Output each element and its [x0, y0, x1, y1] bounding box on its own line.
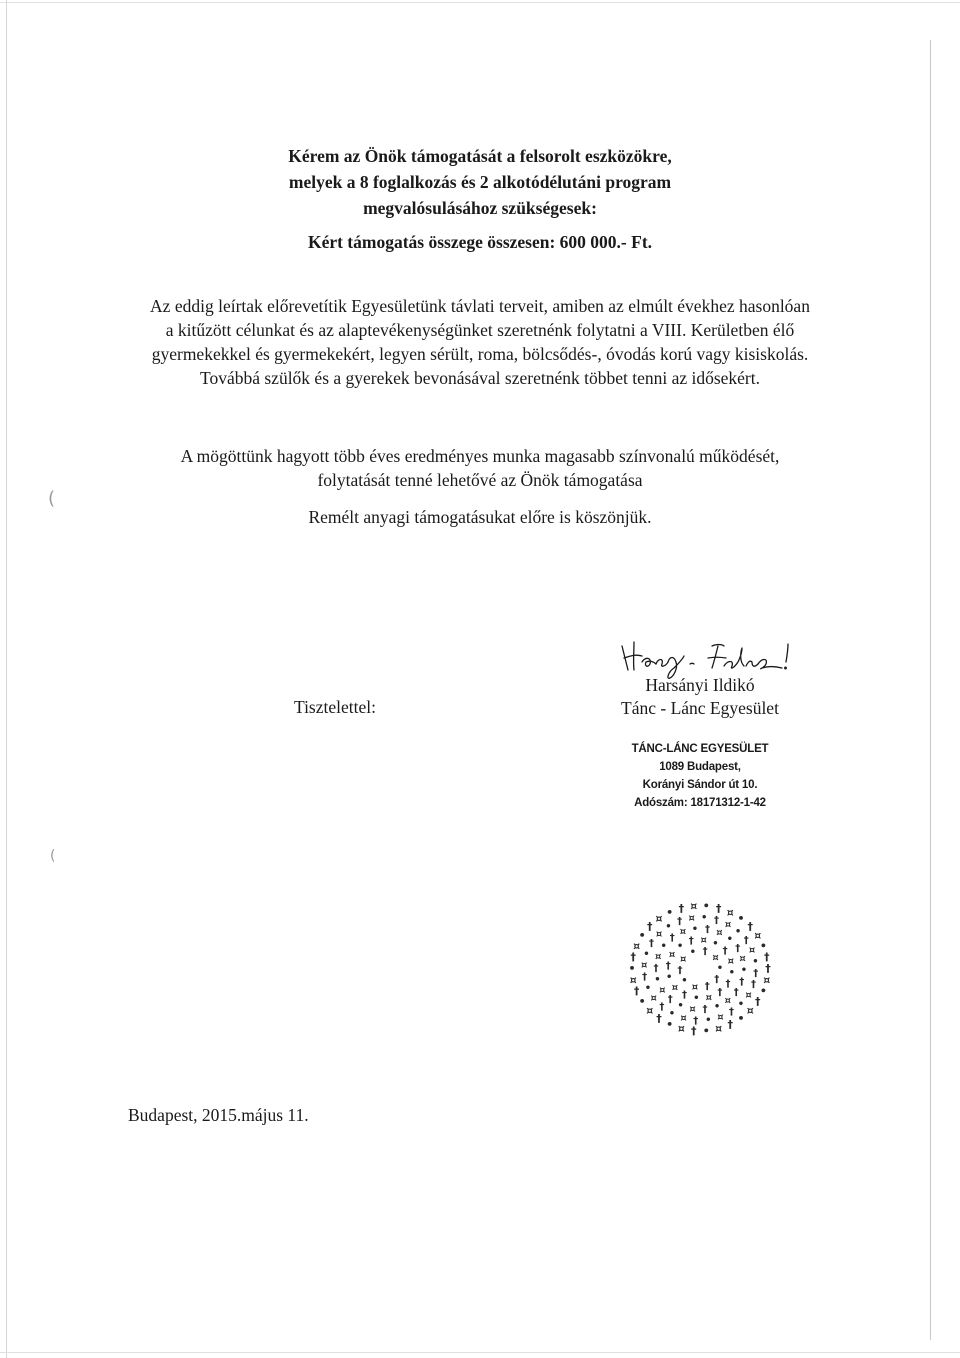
seal-mark: •	[628, 962, 636, 975]
heading-line: Kérem az Önök támogatását a felsorolt eszközökre,	[288, 146, 672, 166]
seal-mark: †	[717, 987, 723, 999]
seal-mark: ¤	[716, 927, 723, 939]
seal-mark: ¤	[712, 952, 719, 964]
seal-mark: ¤	[655, 912, 663, 926]
seal-mark: †	[714, 974, 720, 985]
seal-mark: •	[654, 974, 661, 986]
seal-mark: •	[740, 965, 748, 977]
seal-mark: †	[630, 950, 636, 964]
seal-mark: •	[693, 993, 700, 1005]
seal-mark: •	[728, 967, 736, 979]
stamp-line: Adószám: 18171312-1-42	[634, 797, 766, 809]
seal-mark: ¤	[641, 960, 648, 972]
seal-mark: ¤	[726, 906, 734, 919]
seal-mark: •	[638, 929, 646, 943]
seal-mark: †	[642, 971, 648, 983]
seal-mark: ¤	[689, 1003, 696, 1015]
seal-mark: †	[735, 943, 741, 955]
seal-mark: •	[666, 906, 674, 919]
seal-mark: ¤	[746, 1004, 754, 1018]
place-and-date: Budapest, 2015.május 11.	[128, 1105, 309, 1125]
seal-mark: ¤	[671, 982, 679, 994]
seal-mark: ¤	[679, 926, 687, 938]
seal-mark: ¤	[748, 945, 756, 957]
stamp-line: Korányi Sándor út 10.	[642, 779, 758, 791]
seal-mark: †	[677, 965, 683, 976]
seal-mark: •	[737, 912, 745, 926]
seal-mark: †	[727, 1018, 734, 1031]
seal-mark: •	[668, 1008, 676, 1020]
seal-mark: †	[677, 916, 683, 927]
seal-mark: †	[722, 945, 728, 957]
seal-mark: ¤	[717, 1012, 724, 1023]
seal-mark: •	[705, 1015, 712, 1026]
seal-mark: †	[653, 962, 659, 974]
seal-mark: ¤	[700, 934, 707, 946]
seal-mark: ¤	[763, 973, 771, 987]
seal-mark: •	[712, 938, 719, 950]
seal-mark: ¤	[690, 899, 698, 913]
plans-paragraph	[120, 294, 840, 390]
requested-amount: Kért támogatás összege összesen: 600 000.- Ft.	[307, 232, 653, 252]
heading-line: melyek a 8 foglalkozás és 2 alkotódélutáni program	[288, 172, 672, 192]
paragraph-line: gyermekekkel és gyermekekért, legyen sérült, roma, bölcsődés-, óvodás korú vagy kisiskolás.	[151, 344, 809, 364]
punch-hole-mark: (	[50, 848, 56, 864]
seal-mark: ¤	[715, 1022, 723, 1036]
seal-mark: ¤	[705, 992, 712, 1004]
seal-mark: ¤	[655, 928, 663, 940]
seal-mark: †	[764, 950, 770, 964]
stamp-line: TÁNC-LÁNC EGYESÜLET	[631, 743, 769, 755]
seal-mark: ¤	[727, 955, 734, 967]
seal-mark: †	[682, 989, 687, 1001]
scan-edge-bottom	[0, 1352, 960, 1353]
seal-mark: †	[667, 993, 673, 1005]
seal-mark: †	[646, 919, 653, 933]
seal-mark: †	[753, 967, 759, 979]
seal-mark: •	[702, 1024, 710, 1038]
seal-mark: ¤	[688, 913, 695, 924]
seal-mark: ¤	[724, 995, 731, 1007]
seal-mark: ¤	[680, 1013, 687, 1025]
seal-mark: ¤	[629, 973, 637, 987]
seal-mark: †	[656, 1011, 662, 1025]
seal-mark: †	[751, 979, 756, 991]
seal-mark: †	[705, 924, 710, 936]
punch-hole-mark: (	[48, 488, 56, 509]
request-heading	[240, 143, 720, 221]
closing-salutation: Tisztelettel:	[294, 697, 376, 717]
seal-mark: •	[665, 921, 672, 933]
seal-mark: †	[669, 932, 675, 944]
results-paragraph	[120, 444, 840, 492]
seal-mark: •	[726, 934, 734, 946]
seal-mark: ¤	[633, 939, 641, 953]
seal-mark: †	[649, 938, 654, 950]
seal-mark: •	[666, 1018, 674, 1031]
seal-mark: •	[752, 956, 759, 968]
seal-mark: ¤	[646, 1004, 654, 1018]
seal-mark: †	[693, 1015, 699, 1027]
seal-mark: †	[665, 960, 671, 972]
seal-mark: ¤	[677, 1022, 685, 1036]
seal-mark: •	[702, 899, 710, 913]
seal-mark: •	[644, 982, 652, 994]
seal-mark: •	[734, 926, 742, 938]
seal-mark: †	[755, 994, 761, 1008]
signer-organization: Tánc - Lánc Egyesület	[621, 698, 779, 718]
seal-mark: †	[715, 901, 722, 915]
seal-mark: •	[759, 939, 767, 953]
paragraph-line: Az eddig leírtak előrevetítik Egyesületünk távlati terveit, amiben az elmúlt évekhez hasonlóan	[150, 296, 810, 316]
seal-mark: †	[729, 1006, 734, 1018]
seal-mark: ¤	[659, 984, 666, 996]
seal-mark: ¤	[745, 989, 752, 1001]
seal-mark: ¤	[724, 919, 732, 931]
seal-mark: •	[676, 940, 684, 952]
signer-name: Harsányi Ildikó	[645, 675, 755, 695]
heading-line: megvalósulásához szükségesek:	[363, 198, 597, 218]
paragraph-line: a kitűzött célunkat és az alaptevékenységünket szeretnénk folytatni a VIII. Kerületben élő	[165, 320, 795, 340]
seal-mark: †	[633, 984, 640, 998]
paragraph-line: A mögöttünk hagyott több éves eredményes munka magasabb színvonalú működését,	[180, 446, 780, 466]
seal-mark: †	[747, 919, 754, 933]
seal-mark: †	[743, 935, 749, 946]
seal-mark: ¤	[691, 981, 699, 993]
seal-mark: •	[643, 948, 650, 960]
seal-mark: •	[737, 999, 745, 1011]
seal-mark: †	[739, 976, 745, 988]
scan-edge-top	[0, 2, 960, 3]
seal-mark: †	[688, 935, 694, 947]
seal-mark: †	[704, 981, 710, 993]
seal-mark: •	[677, 1000, 684, 1012]
thanks-line: Remélt anyagi támogatásukat előre is köszönjük.	[308, 507, 652, 527]
seal-mark: •	[700, 912, 708, 924]
paragraph-line: folytatását tenné lehetővé az Önök támogatása	[317, 470, 643, 490]
seal-mark: ¤	[650, 993, 657, 1004]
seal-mark: •	[689, 946, 697, 958]
seal-mark: •	[759, 984, 767, 998]
seal-mark: †	[690, 1024, 697, 1038]
seal-mark: †	[702, 946, 708, 958]
seal-mark: ¤	[680, 954, 687, 965]
seal-mark: †	[678, 901, 685, 915]
seal-mark: †	[725, 978, 731, 990]
scan-edge-right	[930, 40, 931, 1340]
seal-mark: ¤	[739, 953, 746, 965]
seal-mark: †	[714, 914, 719, 926]
seal-mark: ¤	[655, 951, 662, 963]
seal-mark: •	[660, 941, 667, 953]
seal-mark: •	[638, 994, 646, 1008]
seal-mark: †	[659, 1001, 665, 1013]
seal-mark: †	[733, 986, 739, 998]
seal-mark: •	[737, 1011, 745, 1025]
seal-mark: •	[665, 972, 673, 984]
seal-mark: •	[716, 963, 724, 974]
seal-mark: ¤	[754, 929, 762, 943]
scan-edge-left	[6, 0, 7, 1358]
stamp-line: 1089 Budapest,	[659, 761, 741, 773]
seal-mark: †	[765, 962, 771, 975]
seal-mark: ¤	[668, 949, 676, 961]
seal-mark: †	[702, 1004, 708, 1016]
seal-mark: •	[691, 923, 699, 935]
seal-mark: •	[681, 975, 688, 987]
paragraph-line: Továbbá szülők és a gyerekek bevonásával szeretnénk többet tenni az idősekért.	[199, 368, 761, 388]
round-seal-stamp	[615, 887, 785, 1057]
seal-mark: •	[713, 1001, 721, 1013]
organization-stamp	[600, 740, 800, 812]
